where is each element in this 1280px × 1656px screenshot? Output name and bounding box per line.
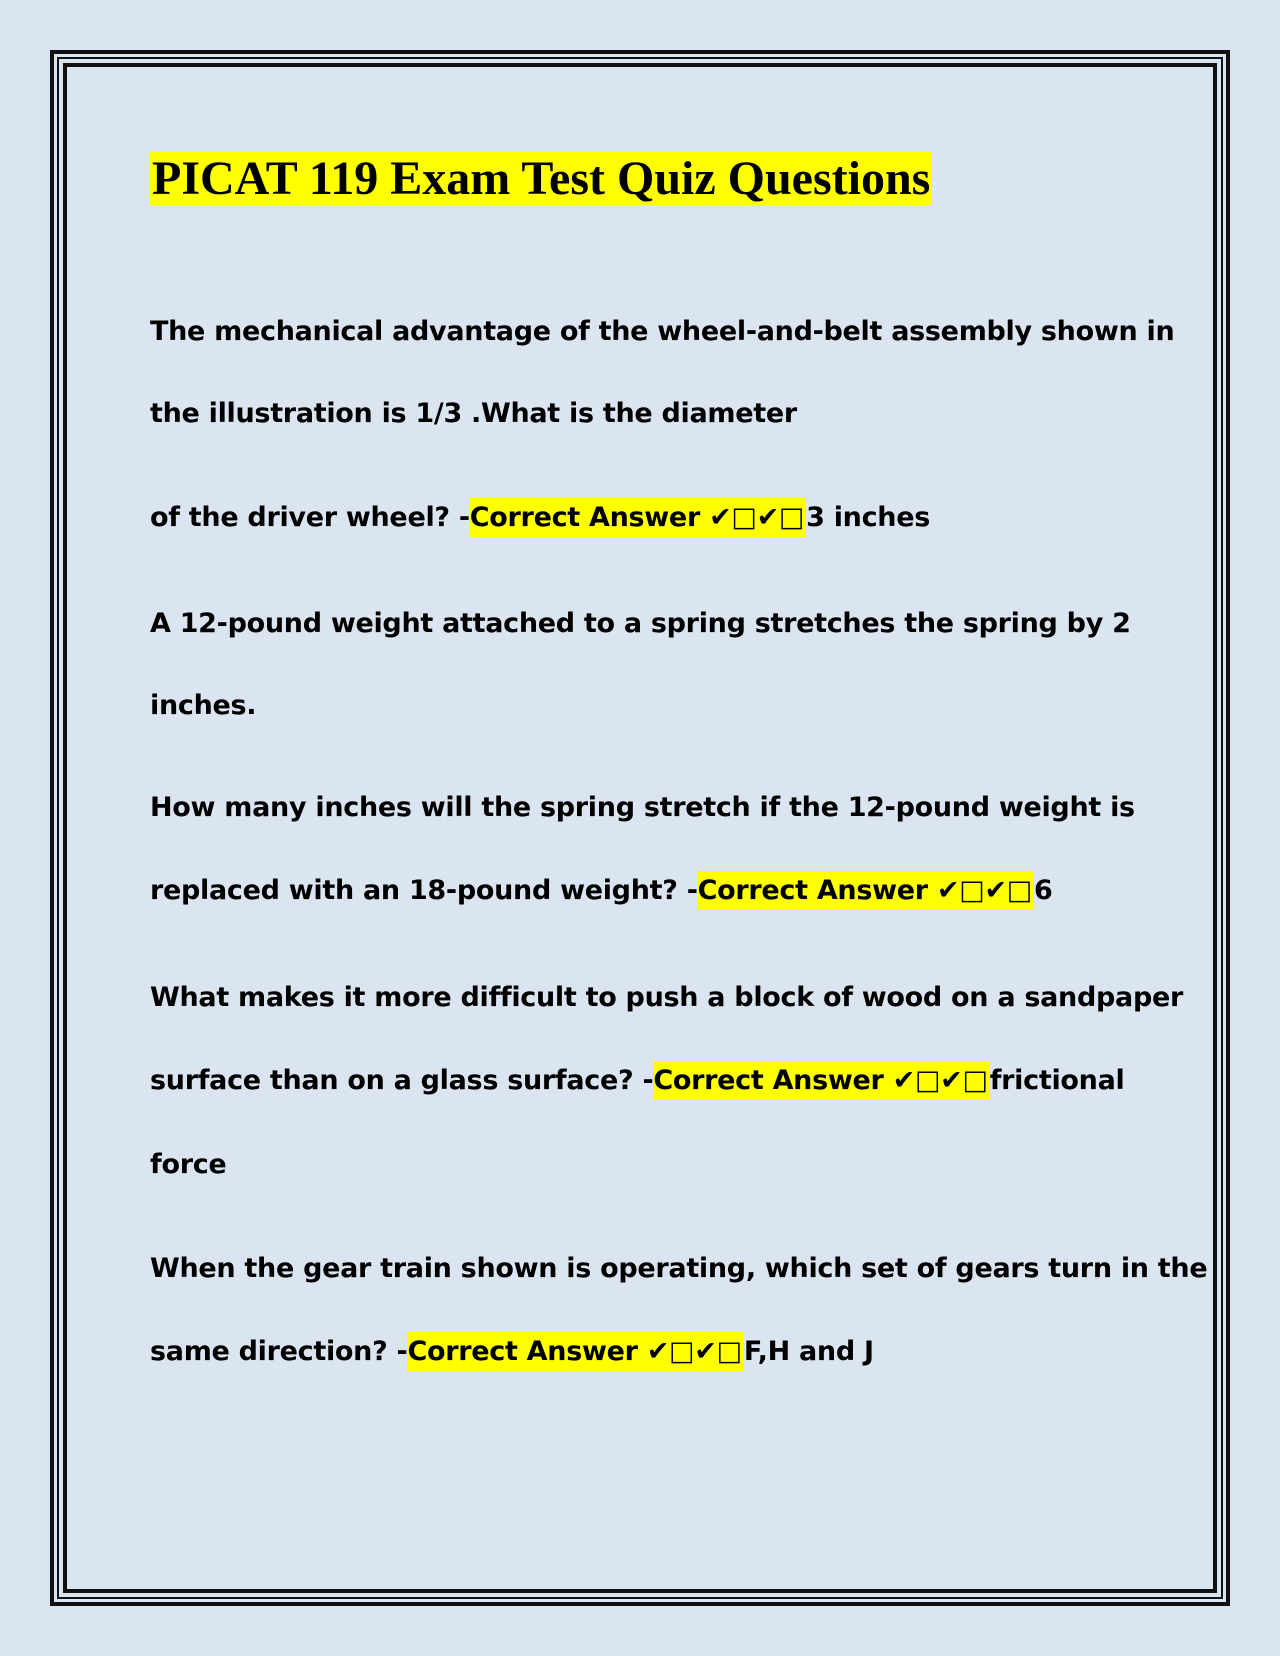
question-2-answer-line bbox=[150, 870, 1052, 912]
question-3-answer-label: Correct Answer bbox=[653, 1061, 892, 1100]
question-4-answer-line bbox=[150, 1331, 874, 1373]
question-4-answer-label: Correct Answer bbox=[407, 1332, 646, 1371]
question-2-answer-value: 6 bbox=[1033, 875, 1053, 906]
question-1-line-1: The mechanical advantage of the wheel-and-belt assembly shown in bbox=[150, 316, 1175, 347]
question-2-answer-prefix: replaced with an 18-pound weight? - bbox=[150, 875, 698, 906]
question-2-line-1: A 12-pound weight attached to a spring stretches the spring by 2 bbox=[150, 608, 1131, 639]
question-2-check-marks: ✔□✔□ bbox=[937, 871, 1034, 910]
question-1-line-2: the illustration is 1/3 .What is the diameter bbox=[150, 398, 797, 429]
question-1-answer-prefix: of the driver wheel? - bbox=[150, 502, 470, 533]
question-4-line-1: When the gear train shown is operating, which set of gears turn in the bbox=[150, 1253, 1208, 1284]
question-1-answer-value: 3 inches bbox=[806, 502, 931, 533]
question-3-trailing-line: force bbox=[150, 1149, 227, 1180]
question-1-answer-line bbox=[150, 497, 930, 539]
question-2-line-2: inches. bbox=[150, 690, 257, 721]
question-2-answer-label: Correct Answer bbox=[698, 871, 937, 910]
question-1-answer-label: Correct Answer bbox=[470, 498, 709, 537]
document-title bbox=[150, 150, 932, 208]
question-3-check-marks: ✔□✔□ bbox=[893, 1061, 990, 1100]
question-1-check-marks: ✔□✔□ bbox=[709, 498, 806, 537]
question-3-answer-value: frictional bbox=[989, 1065, 1125, 1096]
question-2-line-3: How many inches will the spring stretch if the 12-pound weight is bbox=[150, 792, 1135, 823]
question-4-answer-value: F,H and J bbox=[743, 1336, 874, 1367]
question-4-answer-prefix: same direction? - bbox=[150, 1336, 408, 1367]
question-3-line-1: What makes it more difficult to push a block of wood on a sandpaper bbox=[150, 982, 1183, 1013]
question-3-answer-prefix: surface than on a glass surface? - bbox=[150, 1065, 654, 1096]
question-4-check-marks: ✔□✔□ bbox=[647, 1332, 744, 1371]
question-3-answer-line bbox=[150, 1060, 1124, 1102]
document-title-text: PICAT 119 Exam Test Quiz Questions bbox=[152, 152, 931, 205]
